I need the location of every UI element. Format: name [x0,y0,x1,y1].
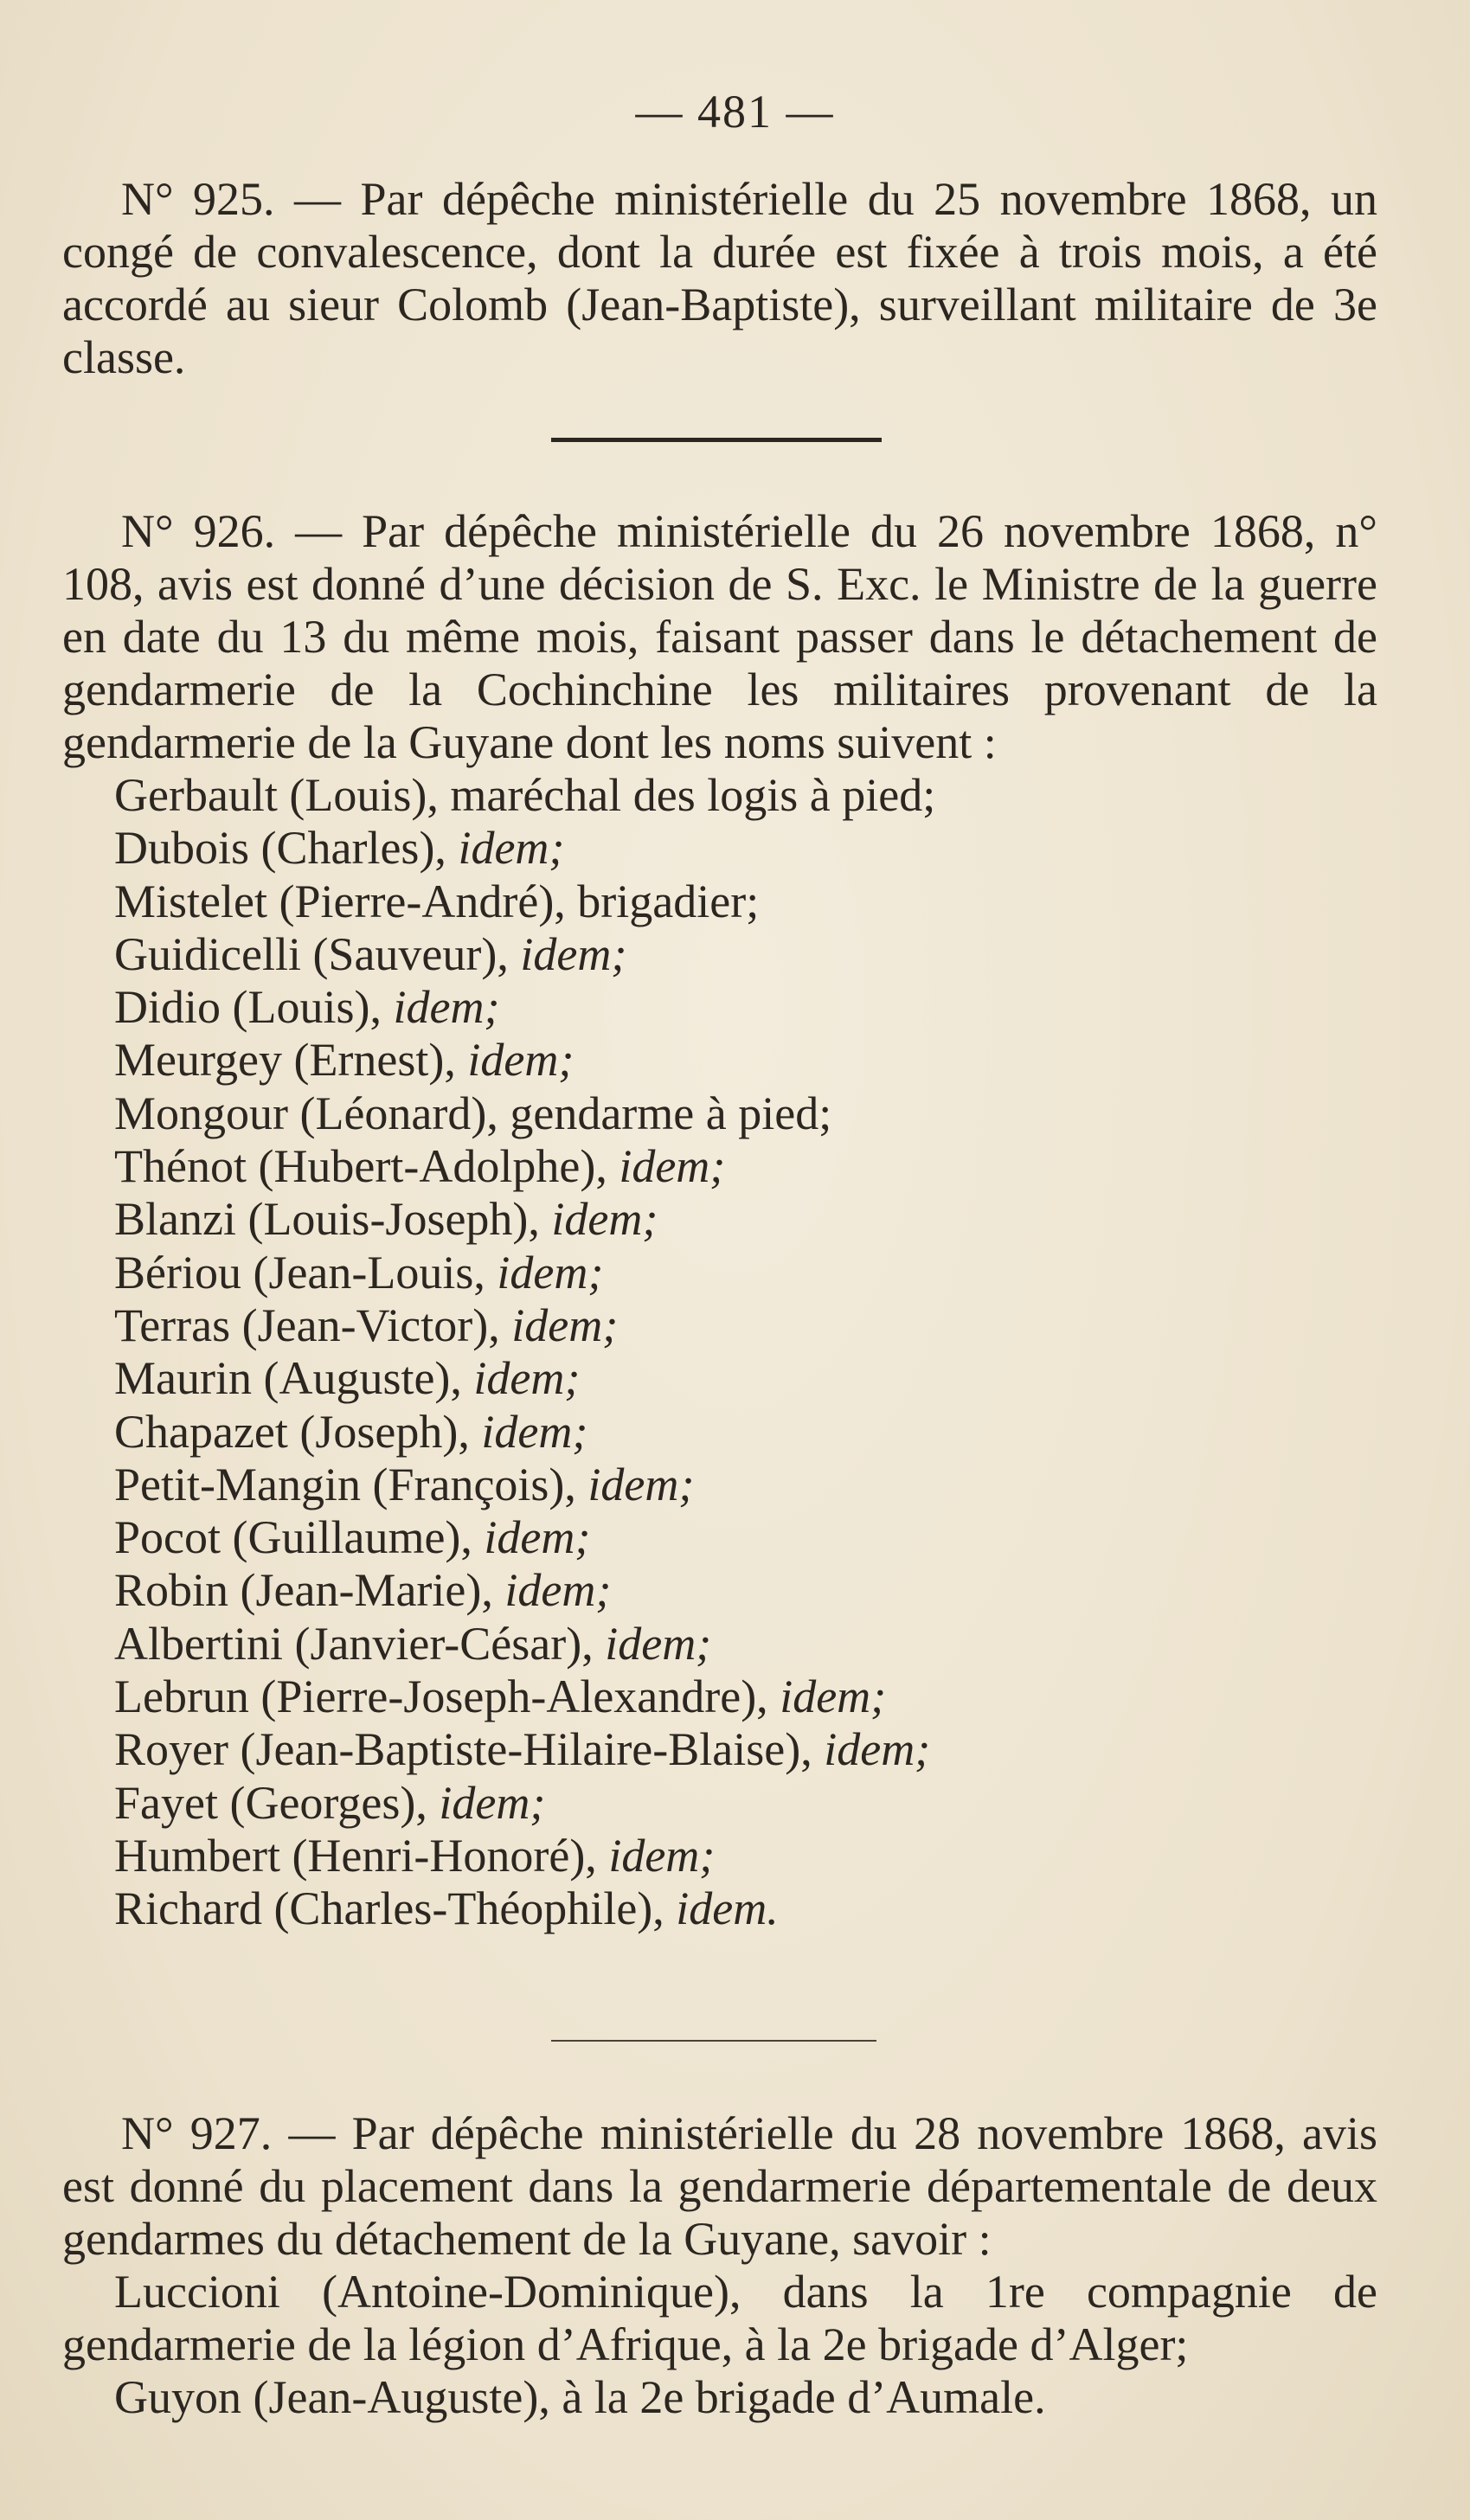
list-item: Pocot (Guillaume), idem; [114,1511,591,1564]
list-item: Humbert (Henri-Honoré), idem; [114,1829,716,1882]
list-item: Fayet (Georges), idem; [114,1776,546,1829]
list-item: Lebrun (Pierre-Joseph-Alexandre), idem; [114,1670,887,1723]
list-item: Richard (Charles-Théophile), idem. [114,1882,779,1935]
entry-number: N° 926. [121,505,276,557]
list-item: Gerbault (Louis), maréchal des logis à pied; [114,769,936,821]
entry-926-paragraph [62,505,1377,769]
list-item: Meurgey (Ernest), idem; [114,1034,575,1087]
list-item: Chapazet (Joseph), idem; [114,1405,588,1458]
list-item: Thénot (Hubert-Adolphe), idem; [114,1140,726,1193]
list-item: Terras (Jean-Victor), idem; [114,1298,619,1351]
entry-text: — Par dépêche ministérielle du 26 novembre 1868, n° 108, avis est donné d’une décision de S. Exc. le Ministre de la guerre en date du 13 du même mois, faisant passer dans le détachement de gendarmerie de la Cochinchine les militaires provenant de la gendarmerie de la Guyane dont les noms suivent : [62,505,1378,768]
entry-927-paragraph [62,2107,1377,2266]
list-item: Mongour (Léonard), gendarme à pied; [114,1087,832,1139]
separator-rule [551,2040,876,2042]
entry-927-line2: Guyon (Jean-Auguste), à la 2e brigade d’Aumale. [114,2371,1046,2423]
list-item: Albertini (Janvier-César), idem; [114,1617,712,1670]
list-item: Blanzi (Louis-Joseph), idem; [114,1193,658,1246]
entry-text: — Par dépêche ministérielle du 28 novembre 1868, avis est donné du placement dans la gendarmerie départementale de deux gendarmes du détachement de la Guyane, savoir : [62,2107,1377,2265]
list-item: Royer (Jean-Baptiste-Hilaire-Blaise), idem; [114,1723,931,1776]
list-item: Maurin (Auguste), idem; [114,1352,581,1405]
entry-927 [62,2107,1377,2424]
page-number: — 481 — [635,86,835,138]
separator-rule [551,438,882,442]
list-item: Guidicelli (Sauveur), idem; [114,927,627,980]
list-item: Didio (Louis), idem; [114,981,500,1034]
list-item: Dubois (Charles), idem; [114,822,565,875]
names-list [62,769,1377,1936]
entry-926 [62,505,1377,1936]
list-item: Mistelet (Pierre-André), brigadier; [114,875,760,927]
entry-925-paragraph [62,173,1377,384]
list-item: Petit-Mangin (François), idem; [114,1458,695,1510]
entry-925 [62,173,1377,384]
entry-text: — Par dépêche ministérielle du 25 novembre 1868, un congé de convalescence, dont la durée est fixée à trois mois, a été accordé au sieur Colomb (Jean-Baptiste), surveillant militaire de 3e classe. [62,173,1378,383]
list-item: Robin (Jean-Marie), idem; [114,1564,612,1617]
entry-number: N° 925. [121,173,275,225]
list-item: Bériou (Jean-Louis, idem; [114,1246,604,1298]
entry-927-line1: Luccioni (Antoine-Dominique), dans la 1re compagnie de gendarmerie de la légion d’Afrique, à la 2e brigade d’Alger; [62,2266,1377,2370]
entry-number: N° 927. [121,2107,273,2159]
